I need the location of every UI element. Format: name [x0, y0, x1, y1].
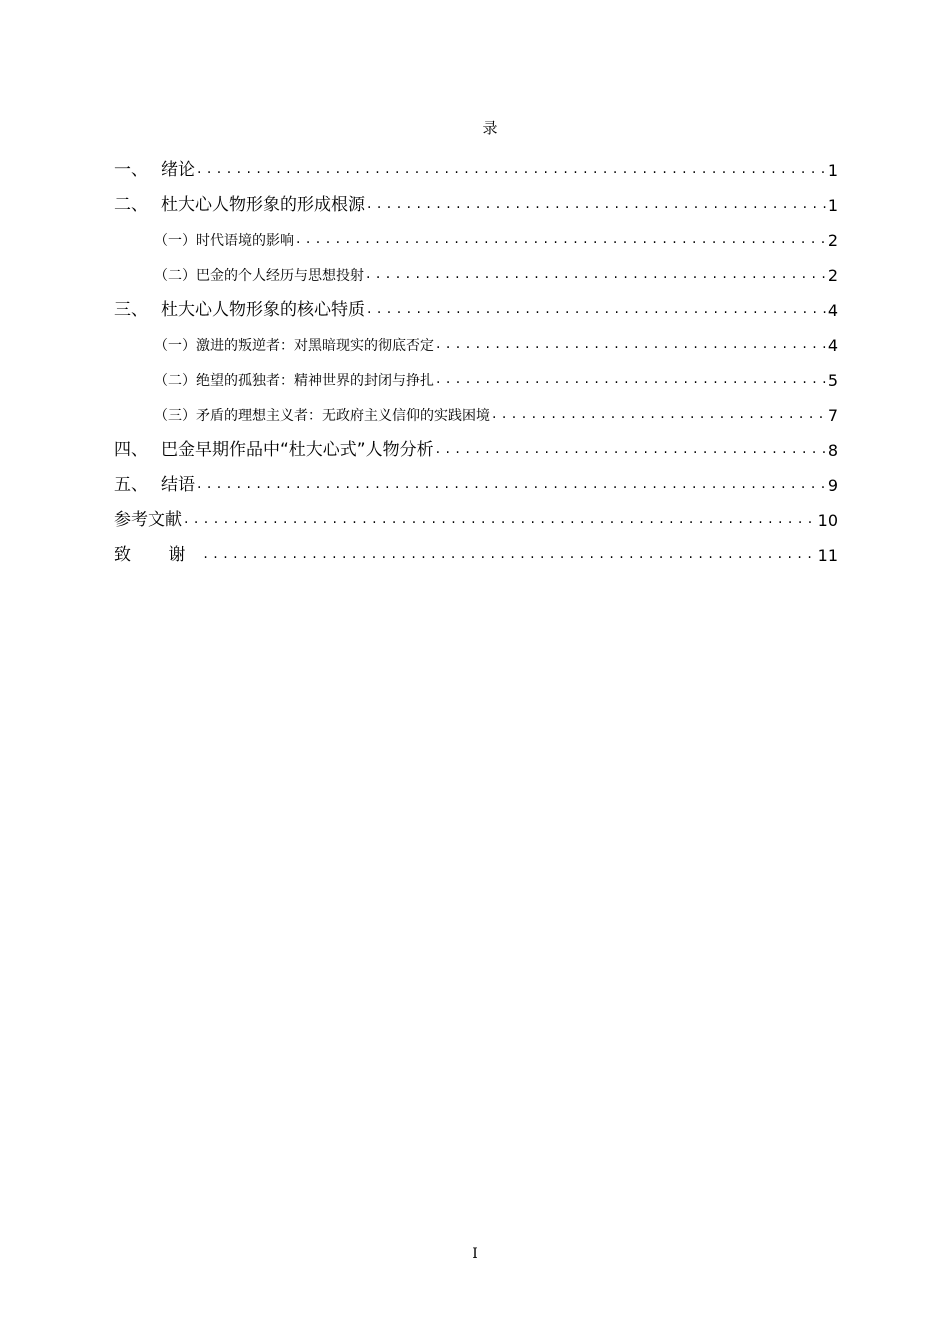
toc-entry-text: 结语 [161, 475, 195, 495]
toc-entry-page: 1 [827, 196, 838, 215]
dot-leader [197, 162, 826, 176]
toc-entry-origins[interactable] [114, 180, 838, 215]
dot-leader [492, 407, 826, 421]
toc-entry-page: 11 [817, 546, 838, 565]
toc-entry-page: 9 [827, 476, 838, 495]
toc-entry-text: 参考文献 [114, 510, 182, 530]
toc-entry-page: 10 [817, 511, 838, 530]
toc-entry-prefix: （二） [154, 373, 196, 389]
dot-leader [203, 547, 815, 561]
dot-leader [184, 512, 816, 526]
toc-entry-text: 矛盾的理想主义者：无政府主义信仰的实践困境 [196, 408, 490, 424]
dot-leader [197, 477, 826, 491]
toc-entry-prefix: （一） [154, 338, 196, 354]
toc-entry-page: 5 [827, 371, 838, 390]
toc-entry-number: 三、 [114, 300, 148, 320]
toc-entry-references[interactable] [114, 495, 838, 530]
toc-entry-text: 杜大心人物形象的形成根源 [161, 195, 365, 215]
toc-entry-era-context[interactable] [114, 215, 838, 250]
toc-entry-text: 杜大心人物形象的核心特质 [161, 300, 365, 320]
toc-entry-page: 8 [827, 441, 838, 460]
table-of-contents [114, 145, 838, 565]
dot-leader [436, 442, 826, 456]
toc-entry-page: 4 [827, 336, 838, 355]
toc-entry-text: 巴金早期作品中“杜大心式”人物分析 [161, 440, 434, 460]
dot-leader [367, 197, 826, 211]
toc-entry-acknowledgements[interactable] [114, 530, 838, 565]
toc-entry-page: 2 [827, 231, 838, 250]
toc-entry-text: 致 谢 [114, 545, 202, 565]
dot-leader [296, 232, 826, 246]
toc-entry-number: 四、 [114, 440, 148, 460]
toc-entry-prefix: （一） [154, 233, 196, 249]
toc-entry-text: 巴金的个人经历与思想投射 [196, 268, 364, 284]
toc-entry-text: 绪论 [161, 160, 195, 180]
toc-entry-page: 1 [827, 161, 838, 180]
toc-entry-text: 绝望的孤独者：精神世界的封闭与挣扎 [196, 373, 434, 389]
toc-entry-lonely-one[interactable] [114, 355, 838, 390]
toc-entry-conclusion[interactable] [114, 460, 838, 495]
dot-leader [436, 337, 826, 351]
toc-entry-prefix: （三） [154, 408, 196, 424]
toc-entry-page: 2 [827, 266, 838, 285]
toc-entry-early-works[interactable] [114, 425, 838, 460]
toc-entry-page: 7 [827, 406, 838, 425]
toc-entry-number: 一、 [114, 160, 148, 180]
dot-leader [367, 302, 826, 316]
toc-title: 录 [482, 119, 498, 137]
toc-entry-prefix: （二） [154, 268, 196, 284]
dot-leader [366, 267, 826, 281]
toc-entry-radical-rebel[interactable] [114, 320, 838, 355]
toc-entry-introduction[interactable] [114, 145, 838, 180]
toc-entry-text: 时代语境的影响 [196, 233, 294, 249]
dot-leader [436, 372, 826, 386]
toc-entry-core-traits[interactable] [114, 285, 838, 320]
toc-entry-personal-experience[interactable] [114, 250, 838, 285]
toc-entry-page: 4 [827, 301, 838, 320]
toc-entry-number: 二、 [114, 195, 148, 215]
toc-entry-number: 五、 [114, 475, 148, 495]
toc-entry-idealist[interactable] [114, 390, 838, 425]
toc-entry-text: 激进的叛逆者：对黑暗现实的彻底否定 [196, 338, 434, 354]
page-footer-number: I [472, 1246, 478, 1262]
